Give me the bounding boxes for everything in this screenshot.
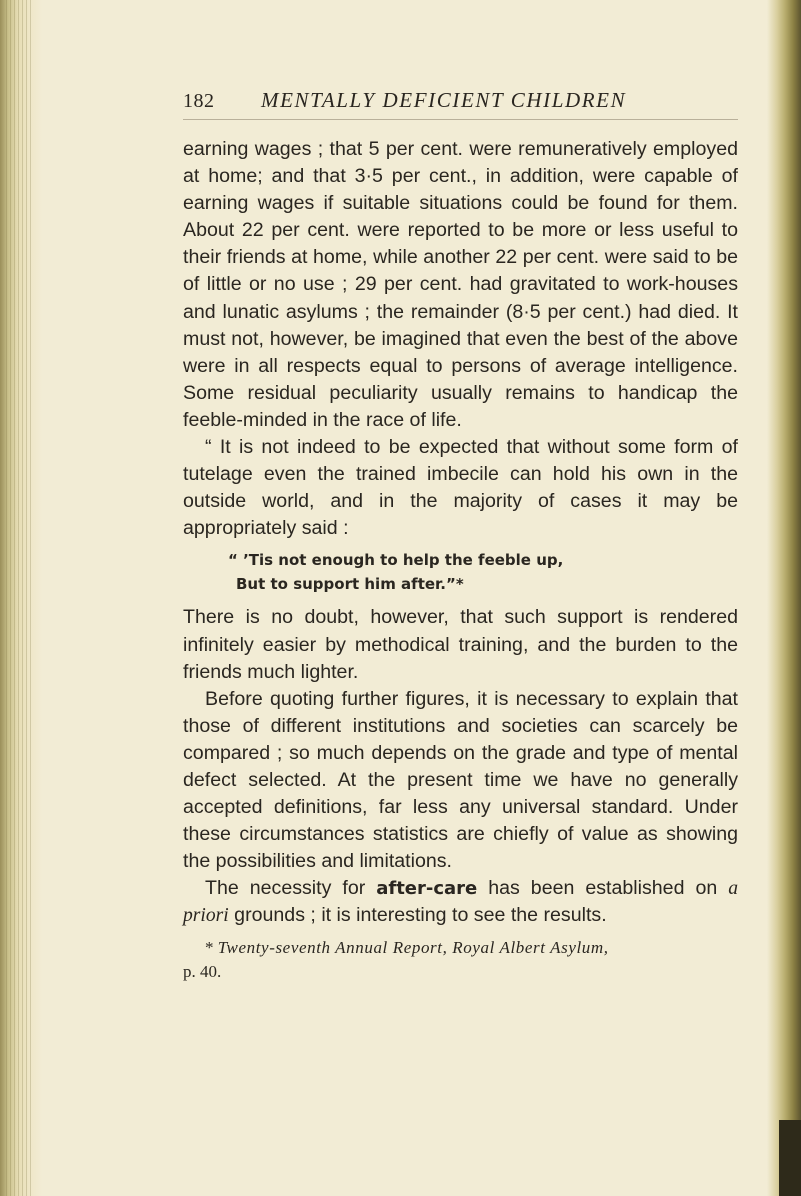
- page-number: 182: [183, 90, 215, 112]
- footnote-source-title: Twenty-seventh Annual Report, Royal Albert Asylum,: [217, 937, 609, 957]
- book-page: [183, 88, 738, 984]
- paragraph-1: earning wages ; that 5 per cent. were remuneratively employed at home; and that 3·5 per cent., in addition, were capable of earning wages if suitable situations could be found for them. About 22 per cent. were reported to be more or less useful to their friends at home, while another 22 per cent. were said to be of little or no use ; 29 per cent. had gravitated to work-houses and lunatic asylums ; the remainder (8·5 per cent.) had died. It must not, however, be imagined that even the best of the above were in all respects equal to persons of average intelligence. Some residual peculiarity usually remains to handicap the feeble-minded in the race of life.: [183, 138, 738, 431]
- verse-quote: [183, 548, 738, 596]
- paragraph-5-text-c: grounds ; it is interesting to see the results.: [228, 904, 607, 927]
- paragraph-5-text-b: has been established on: [477, 877, 729, 900]
- page-stack-edges: [6, 0, 32, 1196]
- verse-line-2: But to support him after.”*: [236, 575, 464, 594]
- book-corner-shadow: [779, 1120, 801, 1196]
- a-priori-term: a priori: [183, 878, 738, 927]
- verse-line-1: “ ’Tis not enough to help the feeble up,: [228, 551, 564, 570]
- paragraph-2: “ It is not indeed to be expected that without some form of tutelage even the trained imbecile can hold his own in the outside world, and in the majority of cases it may be appropriately said :: [183, 436, 738, 540]
- paragraph-5: [183, 875, 738, 929]
- footnote-page-ref: p. 40.: [183, 961, 222, 981]
- footnote-marker: *: [205, 937, 218, 957]
- paragraph-4: Before quoting further figures, it is necessary to explain that those of different institutions and societies can scarcely be compared ; so much depends on the grade and type of mental defect selected. At the present time we have no generally accepted definitions, far less any universal standard. Under these circumstances statistics are chiefly of value as showing the possibilities and limitations.: [183, 687, 738, 873]
- after-care-term: after-care: [376, 878, 478, 900]
- book-right-edge: [767, 0, 801, 1196]
- footnote: [183, 936, 738, 984]
- running-head: MENTALLY DEFICIENT CHILDREN: [261, 88, 627, 112]
- paragraph-3: There is no doubt, however, that such support is rendered infinitely easier by methodical training, and the burden to the friends much lighter.: [183, 606, 738, 683]
- paragraph-5-text-a: The necessity for: [205, 877, 377, 900]
- page-header: [183, 88, 738, 120]
